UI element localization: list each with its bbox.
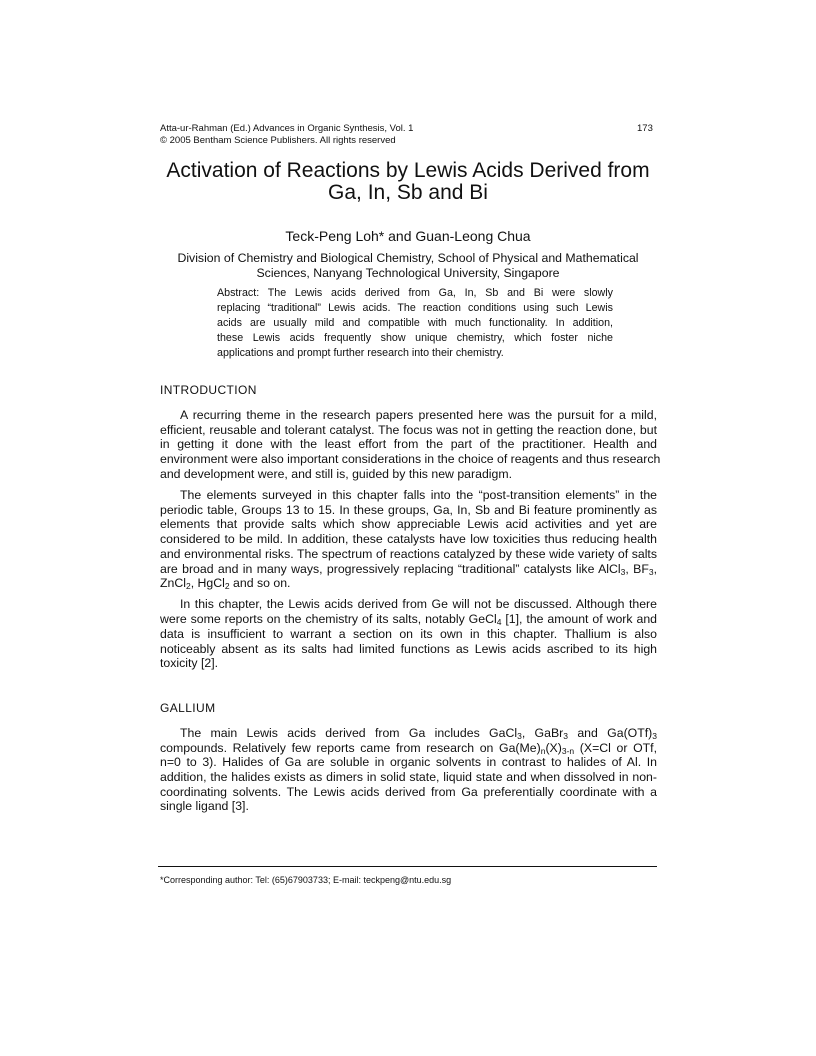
article-body (160, 383, 661, 821)
title-line: Ga, In, Sb and Bi (328, 181, 488, 204)
subscript: 3 (652, 730, 657, 741)
text-line: were some reports on the chemistry of its salts, notably GeCl$_4$ [1], the amount of work and (160, 612, 658, 628)
subscript: 3 (648, 566, 654, 577)
front-matter (150, 160, 666, 361)
paragraph (160, 597, 657, 671)
text-line: data is insufficient to warrant a section on its own in this chapter. Thallium is also (160, 626, 657, 641)
title-line: Activation of Reactions by Lewis Acids Derived from (166, 159, 650, 182)
subscript: 3-n (561, 745, 575, 756)
text-line: ZnCl$_2$, HgCl$_2$ and so on. (160, 576, 291, 592)
footnote-divider (158, 866, 657, 867)
page-number: 173 (637, 123, 653, 134)
copyright-notice: © 2005 Bentham Science Publishers. All rights reserved (160, 135, 396, 146)
text-line: A recurring theme in the research papers presented here was the pursuit for a mild, (180, 408, 657, 422)
subscript: 3 (517, 730, 522, 741)
text-line: periodic table, Groups 13 to 15. In these groups, Ga, In, Sb and Bi feature prominently as (160, 502, 657, 517)
subscript: 2 (224, 581, 230, 592)
text-line: The main Lewis acids derived from Ga includes GaCl$_3$, GaBr$_3$ and $Ga(OTf)_3$ (180, 725, 657, 741)
text-line: these Lewis acids frequently show unique chemistry, which foster niche (217, 332, 613, 344)
subscript: 2 (185, 581, 191, 592)
subscript: n (540, 745, 546, 756)
text-line: single ligand [3]. (160, 799, 249, 814)
text-line: elements that provide salts which show appreciable Lewis acid activities and yet are (160, 517, 657, 532)
footnote: *Corresponding author: Tel: (65)67903733; E-mail: teckpeng@ntu.edu.sg (160, 875, 452, 885)
authors: Teck-Peng Loh* and Guan-Leong Chua (285, 228, 531, 244)
text-line: Abstract: The Lewis acids derived from Ga, In, Sb and Bi were slowly (217, 287, 613, 299)
text-line: considered to be mild. In addition, these catalysts have low toxicities thus reducing health (160, 532, 657, 547)
affiliation-line: Division of Chemistry and Biological Chemistry, School of Physical and Mathematical (177, 251, 639, 265)
subscript: 3 (620, 566, 626, 577)
paragraph (160, 488, 657, 591)
text-line: are broad and in many ways, progressively replacing “traditional” catalysts like AlCl$_3$, $BF_3$, (160, 561, 658, 577)
text-line: noticeably absent as its salts had limited functions as Lewis acids ascribed to its high (160, 641, 657, 656)
affiliation (150, 251, 666, 280)
text-line: acids are usually mild and compatible with much functionality. In addition, (217, 317, 613, 329)
paragraph (160, 726, 657, 814)
text-line: applications and prompt further research into their chemistry. (217, 347, 504, 359)
text-line: n=0 to 3). Halides of Ga are soluble in organic solvents in contrast to halides of Al. In (160, 755, 657, 770)
section-heading-gallium: GALLIUM (160, 700, 216, 715)
text-line: in getting it done with the least effort from the part of the practitioner. Health and (160, 437, 657, 452)
text-line: environment were also important considerations in the choice of reagents and thus research (160, 452, 661, 467)
section-heading-introduction: INTRODUCTION (160, 383, 257, 397)
text-line: and development were, and still is, guided by this new paradigm. (160, 466, 513, 481)
abstract (217, 286, 613, 361)
text-line: and environmental risks. The spectrum of reactions catalyzed by these wide variety of salts (160, 546, 657, 561)
text-line: efficient, reusable and tolerant catalyst. The focus was not in getting the reaction done, but (160, 422, 657, 437)
article-title (150, 160, 666, 204)
subscript: 3 (563, 730, 568, 741)
text-line: toxicity [2]. (160, 656, 219, 671)
text-line: In this chapter, the Lewis acids derived from Ge will not be discussed. Although there (180, 597, 657, 612)
text-line: addition, the halides exists as dimers in solid state, liquid state and when dissolved in non- (160, 770, 657, 785)
affiliation-line: Sciences, Nanyang Technological University, Singapore (256, 265, 560, 280)
text-line: compounds. Relatively few reports came from research on $Ga(Me)_n(X)_{3-n}$ (X=Cl or OTf, (160, 740, 657, 756)
text-line: The elements surveyed in this chapter falls into the “post-transition elements” in the (180, 488, 657, 503)
book-citation: Atta-ur-Rahman (Ed.) Advances in Organic Synthesis, Vol. 1 (160, 123, 414, 134)
running-header (160, 123, 413, 147)
subscript: 4 (496, 617, 502, 628)
text-line: coordinating solvents. The Lewis acids derived from Ga preferentially coordinate with a (160, 784, 657, 799)
paragraph (160, 408, 661, 482)
text-line: replacing “traditional” Lewis acids. The reaction conditions using such Lewis (217, 302, 613, 314)
